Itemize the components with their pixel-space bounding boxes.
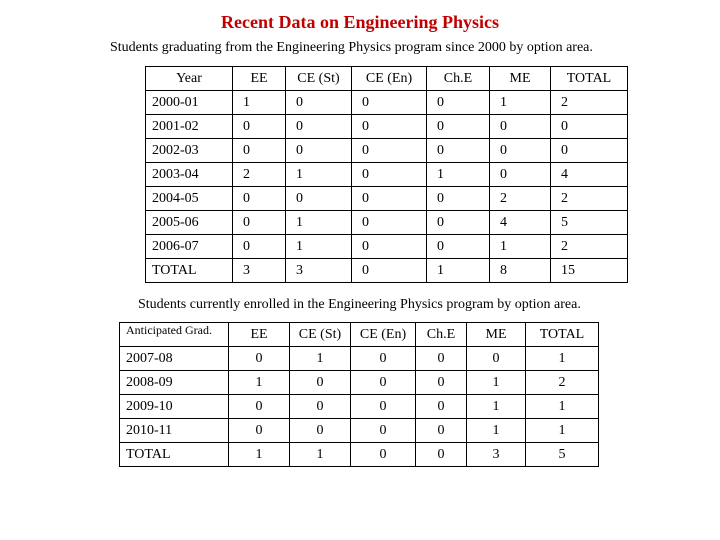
graduating-cell: 0 — [551, 115, 628, 139]
graduating-cell: 1 — [427, 259, 490, 283]
graduating-header-total: TOTAL — [551, 67, 628, 91]
graduating-cell: 2 — [551, 187, 628, 211]
page-title: Recent Data on Engineering Physics — [221, 12, 499, 32]
graduating-cell: 0 — [233, 115, 286, 139]
graduating-cell: 0 — [352, 211, 427, 235]
graduating-cell: 1 — [490, 235, 551, 259]
graduating-cell: 0 — [352, 235, 427, 259]
enrolled-header-ee: EE — [229, 323, 290, 347]
enrolled-table-body — [120, 347, 599, 467]
enrolled-cell: 2 — [526, 371, 599, 395]
graduating-cell: 0 — [490, 163, 551, 187]
enrolled-header-me: ME — [467, 323, 526, 347]
enrolled-cell: 0 — [416, 371, 467, 395]
enrolled-cell: 0 — [351, 419, 416, 443]
graduating-cell: 0 — [352, 163, 427, 187]
graduating-cell: 2 — [551, 235, 628, 259]
enrolled-row-label: 2010-11 — [120, 419, 229, 443]
graduating-caption: Students graduating from the Engineering Physics program since 2000 by option area. — [110, 40, 593, 55]
graduating-cell: 0 — [233, 139, 286, 163]
graduating-cell: 0 — [427, 91, 490, 115]
graduating-cell: 4 — [490, 211, 551, 235]
graduating-cell: 0 — [233, 235, 286, 259]
graduating-cell: 3 — [233, 259, 286, 283]
graduating-header-ce-st: CE (St) — [286, 67, 352, 91]
enrolled-cell: 1 — [467, 419, 526, 443]
graduating-cell: 2 — [490, 187, 551, 211]
graduating-row — [146, 115, 628, 139]
enrolled-cell: 0 — [351, 443, 416, 467]
enrolled-cell: 0 — [290, 371, 351, 395]
graduating-cell: 5 — [551, 211, 628, 235]
graduating-cell: 0 — [352, 91, 427, 115]
enrolled-cell: 0 — [351, 347, 416, 371]
enrolled-cell: 3 — [467, 443, 526, 467]
graduating-row-label: 2001-02 — [146, 115, 233, 139]
graduating-cell: 1 — [427, 163, 490, 187]
graduating-cell: 1 — [286, 163, 352, 187]
enrolled-cell: 0 — [416, 347, 467, 371]
graduating-table-body — [146, 91, 628, 283]
enrolled-caption: Students currently enrolled in the Engineering Physics program by option area. — [138, 297, 581, 312]
graduating-cell: 0 — [352, 259, 427, 283]
graduating-cell: 1 — [490, 91, 551, 115]
graduating-cell: 0 — [490, 115, 551, 139]
enrolled-header-ce-en: CE (En) — [351, 323, 416, 347]
graduating-row-label: 2000-01 — [146, 91, 233, 115]
enrolled-header-ce-st: CE (St) — [290, 323, 351, 347]
graduating-cell: 0 — [427, 211, 490, 235]
graduating-header-ee: EE — [233, 67, 286, 91]
graduating-row — [146, 187, 628, 211]
enrolled-header-che: Ch.E — [416, 323, 467, 347]
enrolled-row — [120, 347, 599, 371]
enrolled-cell: 0 — [467, 347, 526, 371]
graduating-cell: 0 — [286, 91, 352, 115]
graduating-row — [146, 259, 628, 283]
enrolled-row — [120, 419, 599, 443]
graduating-cell: 0 — [286, 115, 352, 139]
enrolled-cell: 0 — [290, 395, 351, 419]
graduating-header-year: Year — [146, 67, 233, 91]
graduating-header-me: ME — [490, 67, 551, 91]
graduating-row-label: 2006-07 — [146, 235, 233, 259]
graduating-cell: 0 — [490, 139, 551, 163]
enrolled-cell: 0 — [229, 347, 290, 371]
enrolled-cell: 0 — [416, 395, 467, 419]
graduating-cell: 0 — [233, 211, 286, 235]
graduating-row-label: 2003-04 — [146, 163, 233, 187]
graduating-cell: 1 — [286, 235, 352, 259]
enrolled-cell: 1 — [526, 419, 599, 443]
enrolled-row-label: TOTAL — [120, 443, 229, 467]
enrolled-cell: 1 — [290, 443, 351, 467]
graduating-header-che: Ch.E — [427, 67, 490, 91]
enrolled-cell: 1 — [290, 347, 351, 371]
graduating-cell: 0 — [352, 187, 427, 211]
graduating-cell: 0 — [352, 139, 427, 163]
graduating-row-label: 2002-03 — [146, 139, 233, 163]
graduating-cell: 1 — [286, 211, 352, 235]
graduating-row — [146, 163, 628, 187]
enrolled-cell: 1 — [229, 443, 290, 467]
graduating-cell: 0 — [233, 187, 286, 211]
graduating-row-label: TOTAL — [146, 259, 233, 283]
enrolled-cell: 0 — [229, 395, 290, 419]
enrolled-header-grad: Anticipated Grad. — [120, 323, 229, 347]
enrolled-cell: 0 — [351, 371, 416, 395]
enrolled-table — [119, 322, 599, 467]
graduating-table — [145, 66, 628, 283]
graduating-cell: 2 — [551, 91, 628, 115]
graduating-cell: 0 — [427, 235, 490, 259]
graduating-cell: 0 — [286, 187, 352, 211]
graduating-cell: 0 — [427, 139, 490, 163]
graduating-cell: 1 — [233, 91, 286, 115]
enrolled-cell: 5 — [526, 443, 599, 467]
graduating-cell: 15 — [551, 259, 628, 283]
graduating-row — [146, 139, 628, 163]
enrolled-cell: 1 — [526, 347, 599, 371]
enrolled-cell: 1 — [229, 371, 290, 395]
graduating-cell: 0 — [352, 115, 427, 139]
enrolled-cell: 0 — [290, 419, 351, 443]
graduating-cell: 8 — [490, 259, 551, 283]
graduating-cell: 3 — [286, 259, 352, 283]
enrolled-cell: 0 — [416, 443, 467, 467]
graduating-cell: 2 — [233, 163, 286, 187]
enrolled-cell: 0 — [229, 419, 290, 443]
enrolled-cell: 0 — [416, 419, 467, 443]
enrolled-row-label: 2007-08 — [120, 347, 229, 371]
enrolled-row — [120, 371, 599, 395]
graduating-cell: 0 — [286, 139, 352, 163]
graduating-row — [146, 211, 628, 235]
graduating-header-row — [146, 67, 628, 91]
graduating-cell: 4 — [551, 163, 628, 187]
enrolled-header-row — [120, 323, 599, 347]
graduating-cell: 0 — [427, 187, 490, 211]
graduating-cell: 0 — [427, 115, 490, 139]
graduating-header-ce-en: CE (En) — [352, 67, 427, 91]
enrolled-cell: 1 — [526, 395, 599, 419]
graduating-cell: 0 — [551, 139, 628, 163]
graduating-row-label: 2004-05 — [146, 187, 233, 211]
enrolled-cell: 0 — [351, 395, 416, 419]
graduating-row — [146, 235, 628, 259]
enrolled-row — [120, 395, 599, 419]
graduating-row-label: 2005-06 — [146, 211, 233, 235]
enrolled-row — [120, 443, 599, 467]
enrolled-row-label: 2008-09 — [120, 371, 229, 395]
graduating-row — [146, 91, 628, 115]
enrolled-header-total: TOTAL — [526, 323, 599, 347]
enrolled-cell: 1 — [467, 371, 526, 395]
enrolled-cell: 1 — [467, 395, 526, 419]
enrolled-row-label: 2009-10 — [120, 395, 229, 419]
